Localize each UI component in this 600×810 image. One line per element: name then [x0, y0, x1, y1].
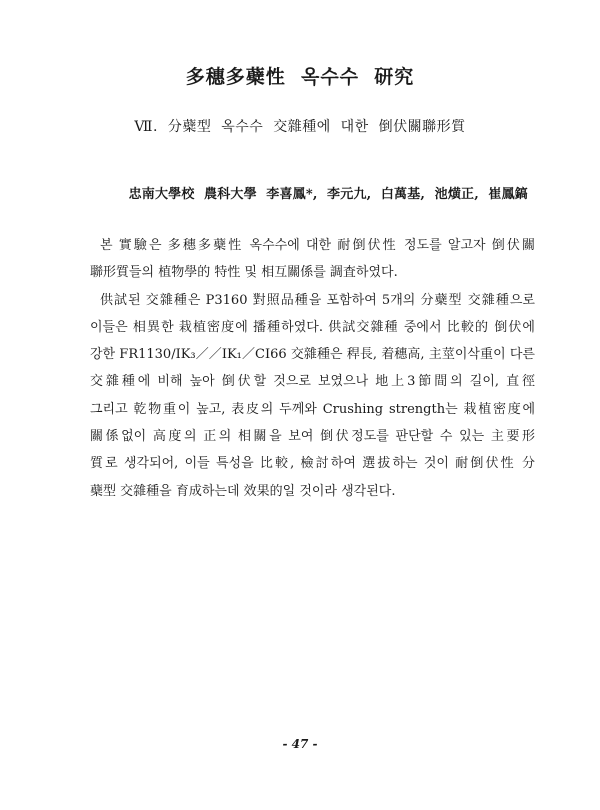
abstract-line: 본 實驗은 多穗多蘗性 옥수수에 대한 耐倒伏性 정도를 알고자 倒伏關 — [100, 238, 535, 253]
paper-title: 多穗多蘗性 옥수수 研究 — [185, 66, 415, 88]
abstract-body — [90, 232, 535, 505]
page-number: - 47 - — [282, 737, 318, 751]
abstract-line: 강한 FR1130/IK₃／／IK₁／CI66 交雜種은 稈長, 着穗高, 主莖이삭重이 다른 — [90, 347, 535, 363]
abstract-line: 그리고 乾物重이 높고, 表皮의 두께와 Crushing strength는 栽植密度에 — [90, 401, 535, 417]
abstract-line: 交雜種에 비해 높아 倒伏할 것으로 보였으나 地上3節間의 길이, 直徑 — [90, 374, 535, 390]
abstract-line: 質로 생각되어, 이들 특성을 比較, 檢討하여 選拔하는 것이 耐倒伏性 分 — [90, 456, 535, 472]
abstract-line: 關係없이 高度의 正의 相關을 보여 倒伏정도를 판단할 수 있는 主要形 — [90, 429, 535, 445]
paper-subtitle: Ⅶ. 分蘗型 옥수수 交雜種에 대한 倒伏關聯形質 — [134, 119, 466, 135]
author-line: 忠南大學校 農科大學 李喜鳳*, 李元九, 白萬基, 池熿正, 崔鳳鎬 — [128, 187, 528, 202]
abstract-line: 蘗型 交雜種을 育成하는데 效果的일 것이라 생각된다. — [90, 483, 396, 499]
abstract-line: 이들은 相異한 栽植密度에 播種하였다. 供試交雜種 중에서 比較的 倒伏에 — [90, 319, 535, 335]
abstract-line: 供試된 交雜種은 P3160 對照品種을 포함하여 5개의 分蘗型 交雜種으로 — [100, 292, 535, 308]
abstract-line: 聯形質들의 植物學的 特性 및 相互關係를 調査하였다. — [90, 265, 398, 281]
